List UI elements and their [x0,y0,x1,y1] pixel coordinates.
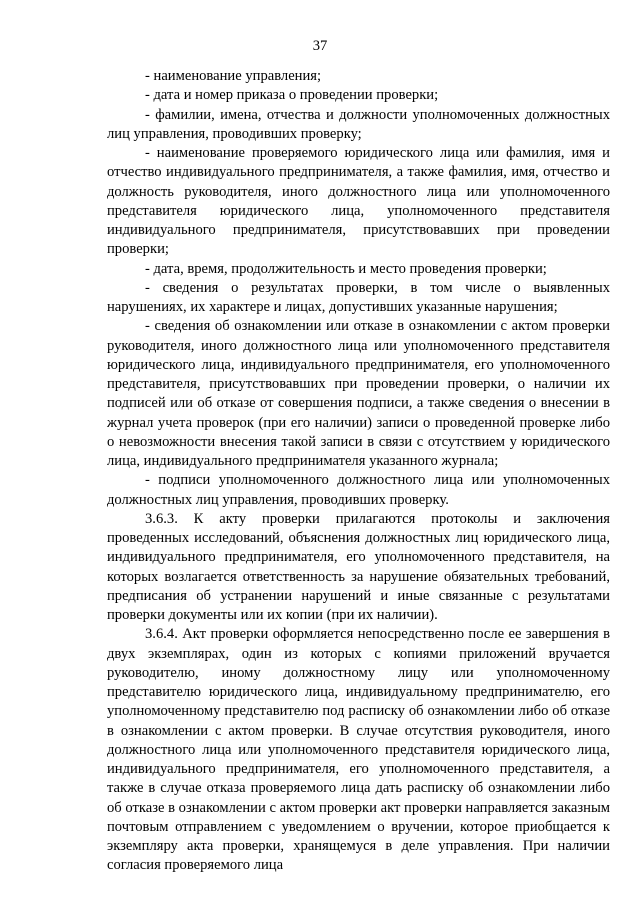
list-item: - дата и номер приказа о проведении проверки; [145,87,439,104]
paragraph-3-6-4: 3.6.4. Акт проверки оформляется непосредственно после ее завершения в двух экземплярах, один из которых с копиями приложений вручается руководителю, иному должностному лицу или уполномоченному представителю юридического лица, индивидуальному предпринимателю, его уполномоченному представителю под расписку об ознакомлении либо об отказе в ознакомлении с актом проверки. В случае отсутствия руководителя, иного должностного лица или уполномоченного представителя юридического лица, индивидуального предпринимателя, его уполномоченного представителя, а также в случае отказа проверяемого лица дать расписку об ознакомлении либо об отказе в ознакомлении с актом проверки акт проверки направляется заказным почтовым отправлением с уведомлением о вручении, которое приобщается к экземпляру акта проверки, хранящемуся в деле управления. При наличии согласия проверяемого лица [107,626,610,874]
list-item: - фамилии, имена, отчества и должности уполномоченных должностных лиц управления, проводивших проверку; [107,106,610,142]
list-item: - дата, время, продолжительность и место проведения проверки; [145,260,547,277]
paragraph-3-6-3: 3.6.3. К акту проверки прилагаются протоколы и заключения проведенных исследований, объяснения должностных лиц юридического лица, индивидуального предпринимателя, его уполномоченного представителя, на которых возлагается ответственность за нарушение обязательных требований, предписания об устранении нарушений и иные связанные с результатами проверки документы или их копии (при их наличии). [107,510,610,623]
list-item: - подписи уполномоченного должностного лица или уполномоченных должностных лиц управления, проводивших проверку. [107,472,610,508]
list-item: - сведения об ознакомлении или отказе в ознакомлении с актом проверки руководителя, иного должностного лица или уполномоченного представителя юридического лица, индивидуального предпринимателя, его уполномоченного представителя, присутствовавших при проведении проверки, о наличии их подписей или об отказе от совершения подписи, а также сведения о внесении в журнал учета проверок (при его наличии) записи о проведенной проверке либо о невозможности внесения такой записи в связи с отсутствием у юридического лица, индивидуального предпринимателя указанного журнала; [107,318,610,469]
page-number: 37 [312,38,328,54]
body-text [107,67,610,876]
list-item: - сведения о результатах проверки, в том числе о выявленных нарушениях, их характере и лицах, допустивших указанные нарушения; [107,279,610,315]
list-item: - наименование проверяемого юридического лица или фамилия, имя и отчество индивидуального предпринимателя, а также фамилия, имя, отчество и должность руководителя, иного должностного лица или уполномоченного представителя юридического лица, уполномоченного представителя индивидуального предпринимателя, присутствовавших при проведении проверки; [107,145,610,258]
list-item: - наименование управления; [145,68,322,84]
